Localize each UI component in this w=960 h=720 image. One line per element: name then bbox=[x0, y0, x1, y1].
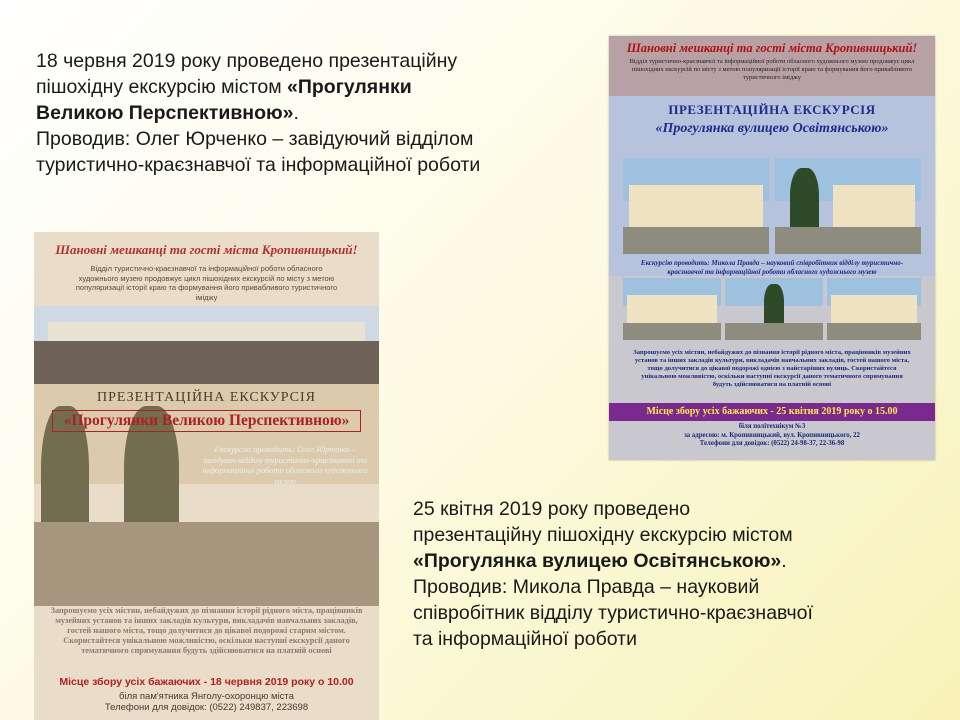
tour-title-june-part2: Великою Перспективною» bbox=[36, 102, 294, 124]
poster-perspektyvna-tour-name: «Прогулянки Великою Перспективною» bbox=[52, 410, 361, 432]
poster-osvitianska-phone: Телефони для довідок: (0522) 24-98-37, 22-36-98 bbox=[699, 440, 845, 447]
poster-perspektyvna-heading: ПРЕЗЕНТАЦІЙНА ЕКСКУРСІЯ bbox=[96, 390, 316, 405]
poster-photo bbox=[725, 278, 823, 340]
announcement-april-period: . bbox=[781, 550, 787, 572]
poster-osvitianska-guide: Екскурсію проводить: Микола Правда – науковий співробітник відділу туристично-краєзнавчої та інформаційної роботи обласного художнього музею bbox=[640, 259, 904, 276]
poster-osvitianska-heading: ПРЕЗЕНТАЦІЙНА ЕКСКУРСІЯ bbox=[668, 102, 876, 117]
announcement-june-guide-dept: туристично-краєзнавчої та інформаційної роботи bbox=[36, 154, 481, 176]
announcement-june-line2 bbox=[36, 74, 596, 100]
tour-title-june-part1: «Прогулянки bbox=[287, 76, 412, 98]
poster-perspektyvna-address bbox=[34, 691, 379, 713]
poster-perspektyvna-invite: Запрошуємо усіх містян, небайдужих до пізнання історії рідного міста, працівників музейних установ та інших закладів культури, викладачів навчальних закладів, гостей нашого міста, тощо долучитися до цікавої подорожі старим містом. Скористайтеся унікальною можливістю, оскільки наступні екскурсії даного тематичного спрямування будуть здійснюватися на платній основі bbox=[50, 606, 363, 655]
poster-osvitianska bbox=[609, 36, 935, 460]
announcement-june-line1: 18 червня 2019 року проведено презентаційну bbox=[36, 50, 458, 72]
poster-osvitianska-addr1: біля політехнікум №3 bbox=[738, 423, 806, 430]
announcement-june-line3 bbox=[36, 100, 596, 126]
announcement-april bbox=[413, 496, 933, 652]
announcement-april-guide-dept2: та інформаційної роботи bbox=[413, 628, 638, 650]
poster-photo bbox=[623, 278, 721, 340]
poster-osvitianska-greeting: Шановні мешканці та гості міста Кропивницький! bbox=[626, 41, 918, 55]
announcement-april-line1: 25 квітня 2019 року проведено bbox=[413, 498, 691, 520]
announcement-april-guide: Проводив: Микола Правда – науковий bbox=[413, 576, 760, 598]
announcement-april-line2: презентаційну пішохідну екскурсію містом bbox=[413, 524, 793, 546]
poster-perspektyvna-addr1: біля пам'ятника Янголу-охоронцю міста bbox=[119, 691, 294, 702]
poster-osvitianska-address bbox=[609, 423, 935, 449]
tour-title-april: «Прогулянка вулицею Освітянською» bbox=[413, 550, 782, 572]
announcement-june-guide: Проводив: Олег Юрченко – завідуючий відділом bbox=[36, 128, 474, 150]
poster-osvitianska-header bbox=[609, 36, 935, 96]
announcement-june-line2-prefix: пішохідну екскурсію містом bbox=[36, 76, 288, 98]
poster-photo bbox=[775, 158, 921, 254]
poster-perspektyvna bbox=[34, 232, 379, 720]
poster-perspektyvna-guide: Екскурсію проводить: Олег Юрченко – завідувач відділу туристично-краєзнавчої та інформаційної роботи обласного художнього музею bbox=[202, 444, 368, 486]
announcement-june-period: . bbox=[293, 102, 299, 124]
poster-osvitianska-dept: Відділ туристично-краєзнавчої та інформаційної роботи обласного художнього музею продовжує цикл пішохідних екскурсій по місту з метою популяризації історії краю та формування його привабливого туристичного іміджу bbox=[629, 58, 915, 81]
poster-osvitianska-addr2: за адресою: м. Кропивницький, вул. Кропивницького, 22 bbox=[684, 431, 860, 439]
poster-perspektyvna-phone: Телефони для довідок: (0522) 249837, 223698 bbox=[104, 702, 309, 713]
poster-osvitianska-tour-name: «Прогулянка вулицею Освітянською» bbox=[655, 121, 889, 136]
announcement-june bbox=[36, 48, 596, 178]
poster-photo bbox=[827, 278, 921, 340]
announcement-april-line3 bbox=[413, 548, 933, 574]
poster-perspektyvna-dept: Відділ туристично-краєзнавчої та інформаційної роботи обласного художнього музею продовжує цикл пішохідних екскурсій по місту з метою популяризації історії краю та формування його привабливого туристичного іміджу bbox=[75, 264, 338, 302]
poster-photo bbox=[623, 158, 769, 254]
poster-osvitianska-meeting: Місце збору усіх бажаючих - 25 квітня 2019 року о 15.00 bbox=[609, 403, 935, 421]
poster-photo-group bbox=[34, 306, 379, 384]
announcement-april-guide-dept: співробітник відділу туристично-краєзнавчої bbox=[413, 602, 813, 624]
poster-osvitianska-invite: Запрошуємо усіх містян, небайдужих до пізнання історії рідного міста, працівників музейних установ та інших закладів культури, викладачів навчальних закладів, гостей нашого міста, тощо долучитися до цікавої подорожі однією з найстаріших вулиць. Скористайтеся унікальною можливістю, оскільки наступні екскурсії даного тематичного спрямування будуть здійснюватися на платній основі bbox=[633, 349, 911, 388]
poster-perspektyvna-meeting: Місце збору усіх бажаючих - 18 червня 2019 року о 10.00 bbox=[59, 676, 354, 688]
poster-perspektyvna-greeting: Шановні мешканці та гості міста Кропивницький! bbox=[55, 242, 358, 257]
